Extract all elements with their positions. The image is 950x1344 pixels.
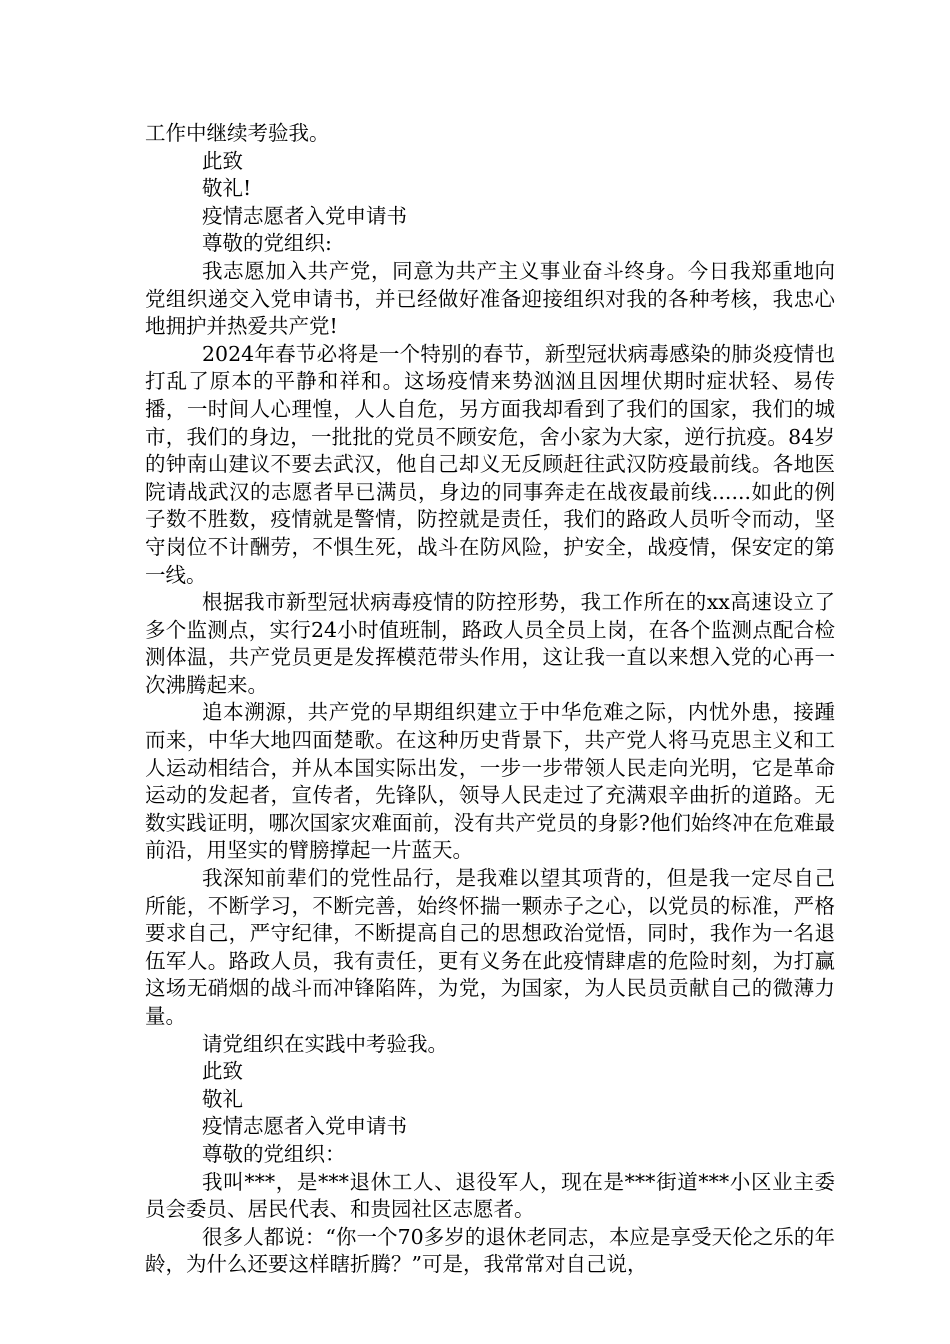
paragraph-body: 很多人都说：“你一个70多岁的退休老同志，本应是享受天伦之乐的年龄，为什么还要这样瞎折腾？”可是，我常常对自己说， [145,1224,835,1277]
paragraph-closing-line: 请党组织在实践中考验我。 [202,1031,448,1056]
salutation-jingli: 敬礼! [202,176,252,201]
paragraph-body: 我志愿加入共产党，同意为共产主义事业奋斗终身。今日我郑重地向党组织递交入党申请书，并已经做好准备迎接组织对我的各种考核，我忠心地拥护并热爱共产党! [145,258,835,339]
letter-title: 疫情志愿者入党申请书 [202,1114,407,1139]
letter-greeting: 尊敬的党组织: [202,231,332,256]
salutation-jingli: 敬礼 [202,1086,243,1111]
paragraph-body: 我叫***，是***退休工人、退役军人，现在是***街道***小区业主委员会委员、居民代表、和贵园社区志愿者。 [145,1169,835,1222]
salutation-cizhi: 此致 [202,1059,243,1084]
letter-title: 疫情志愿者入党申请书 [202,203,407,228]
paragraph-body: 2024年春节必将是一个特别的春节，新型冠状病毒感染的肺炎疫情也打乱了原本的平静和祥和。这场疫情来势汹汹且因埋伏期时症状轻、易传播，一时间人心理惶，人人自危，另方面我却看到了我们的国家，我们的城市，我们的身边，一批批的党员不顾安危，舍小家为大家，逆行抗疫。84岁的钟南山建议不要去武汉，他自己却义无反顾赶往武汉防疫最前线。各地医院请战武汉的志愿者早已满员，身边的同事奔走在战夜最前线......如此的例子数不胜数，疫情就是警情，防控就是责任，我们的路政人员听令而动，坚守岗位不计酬劳，不惧生死，战斗在防风险，护安全，战疫情，保安定的第一线。 [145,341,835,587]
paragraph-body: 我深知前辈们的党性品行，是我难以望其项背的，但是我一定尽自己所能，不断学习，不断完善，始终怀揣一颗赤子之心，以党员的标准，严格要求自己，严守纪律，不断提高自己的思想政治觉悟，同时，我作为一名退伍军人。路政人员，我有责任，更有义务在此疫情肆虐的危险时刻，为打赢这场无硝烟的战斗而冲锋陷阵，为党，为国家，为人民员贡献自己的微薄力量。 [145,866,835,1028]
letter-greeting: 尊敬的党组织： [202,1141,346,1166]
paragraph-closing-line: 工作中继续考验我。 [145,121,330,145]
document-page [145,120,835,1279]
paragraph-body: 追本溯源，共产党的早期组织建立于中华危难之际，内忧外患，接踵而来，中华大地四面楚歌。在这种历史背景下，共产党人将马克思主义和工人运动相结合，并从本国实际出发，一步一步带领人民走向光明，它是革命运动的发起者，宣传者，先锋队，领导人民走过了充满艰辛曲折的道路。无数实践证明，哪次国家灾难面前，没有共产党员的身影?他们始终冲在危难最前沿，用坚实的臂膀撑起一片蓝天。 [145,700,835,863]
salutation-cizhi: 此致 [202,148,243,173]
paragraph-body: 根据我市新型冠状病毒疫情的防控形势，我工作所在的xx高速设立了多个监测点，实行24小时值班制，路政人员全员上岗，在各个监测点配合检测体温，共产党员更是发挥模范带头作用，这让我一直以来想入党的心再一次沸腾起来。 [145,590,835,697]
